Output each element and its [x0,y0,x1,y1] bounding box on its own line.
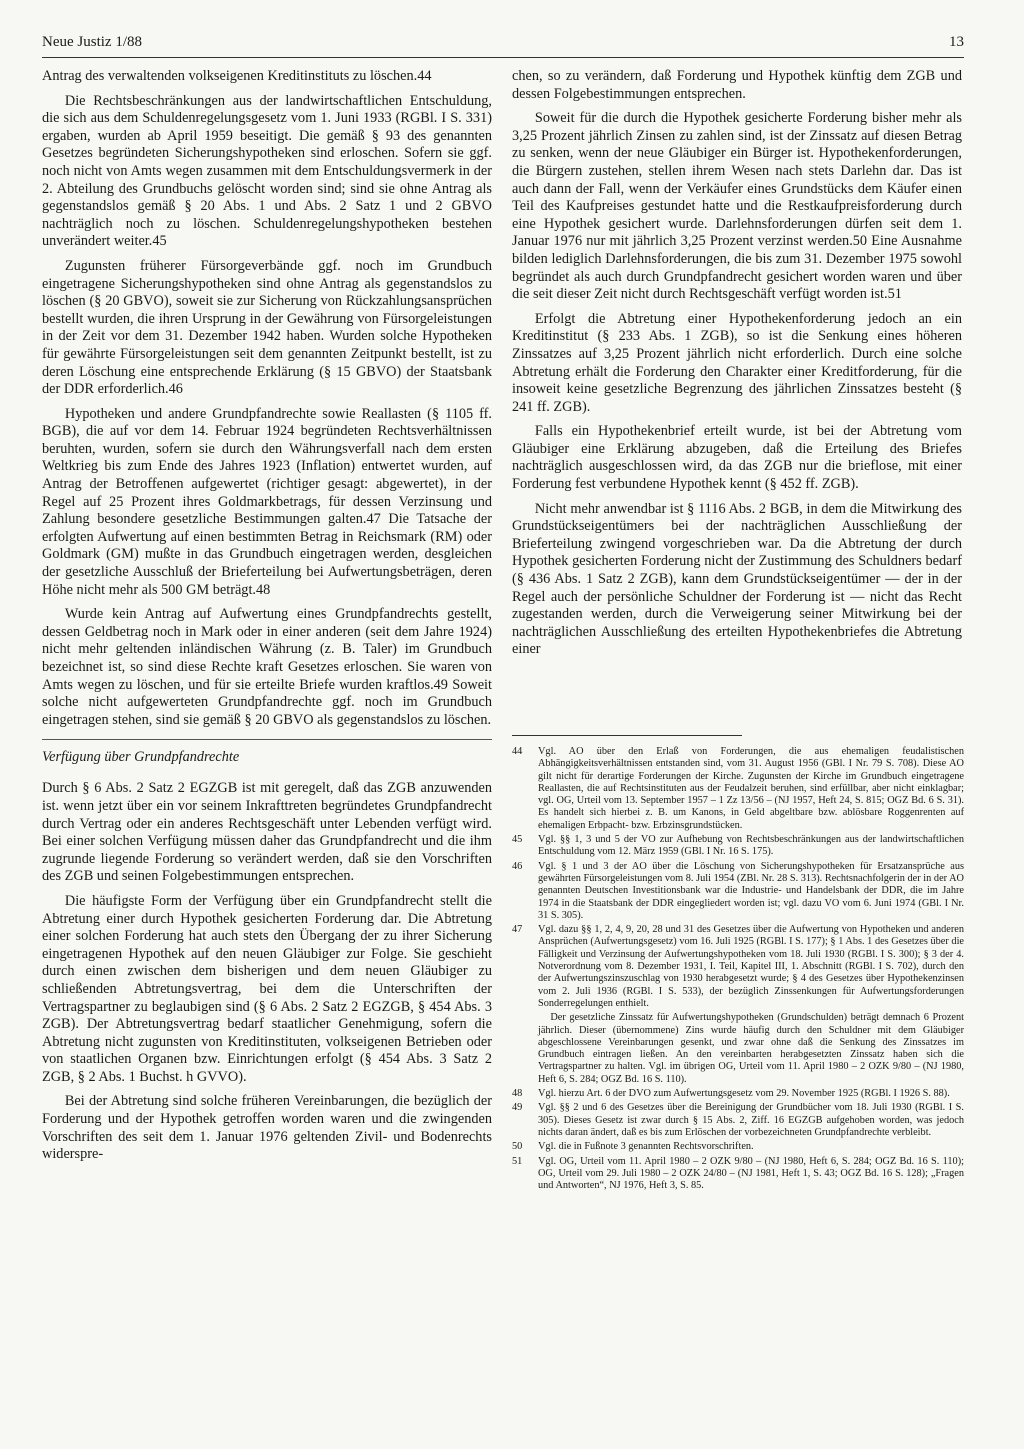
footnote-number: 47 [512,924,523,936]
footnote-number: 51 [512,1155,523,1167]
journal-title: Neue Justiz 1/88 [42,34,142,50]
paragraph: Soweit für die durch die Hypothek gesicherte Forderung bisher mehr als 3,25 Prozent jährlich Zinsen zu zahlen sind, ist der Zinssatz auf diesen Betrag zu senken, wenn der neue Gläubiger ein Bürger ist. Hypothekenforderungen, die Bürgern zustehen, stellen ihrem Wesen nach stets Darlehn dar. Das ist auch dann der Fall, wenn der Verkäufer eines Grundstücks dem Käufer einen Teil des Kaufpreises gestundet hatte und die Restkaufpreisforderung durch eine Hypothek gesichert wurde. Darlehnsforderungen dürfen seit dem 1. Januar 1976 nur mit jährlich 3,25 Prozent verzinst werden.50 Eine Ausnahme bilden lediglich Darlehnsforderungen, die bis zum 31. Dezember 1975 sowohl begründet als auch durch Grundpfandrecht gesichert worden waren und über die seit dieser Zeit nicht durch Rechtsgeschäft verfügt worden ist.51 [512,110,962,303]
page-number: 13 [949,34,964,50]
paragraph: Wurde kein Antrag auf Aufwertung eines Grundpfandrechts gestellt, dessen Geldbetrag noch in Mark oder in einer anderen (seit dem Jahre 1924) nicht mehr geltenden inländischen Währung (z. B. Taler) im Grundbuch bezeichnet ist, so sind diese Rechte kraft Gesetzes erloschen. Sie waren von Amts wegen zu löschen, und für sie erteilte Briefe wurden kraftlos.49 Soweit solche nicht aufgewerteten Grundpfandrechte ggf. noch im Grundbuch eingetragen stehen, sind sie gemäß § 20 GBVO als gegenstandslos zu löschen. [42,606,492,728]
footnote-text: Vgl. AO über den Erlaß von Forderungen, die aus ehemaligen feudalistischen Abhängigkeitsverhältnissen entstanden sind, vom 31. August 1956 (GBl. I Nr. 79 S. 708). Diese AO gilt nicht für derartige Forderungen der Kirche. Zugunsten der Kirche im Grundbuch eingetragene Reallasten, die auf Rechtsinstituten aus der Feudalzeit beruhen, sind erfüllbar, aber nicht einklagbar; vgl. OG, Urteil vom 13. September 1957 – 1 Zz 13/56 – (NJ 1957, Heft 24, S. 815; OGZ Bd. 6 S. 31). Es handelt sich hierbei z. B. um Kanons, in Geld abgeltbare bzw. ablösbare Roggenrenten auf ehemaligen Erbpacht- bzw. Erbzinsgrundstücken. [538,746,964,831]
page-header [42,34,964,56]
footnote-text: Vgl. die in Fußnote 3 genannten Rechtsvorschriften. [538,1141,754,1153]
footnotes [512,746,964,1194]
footnote-text: Vgl. §§ 1, 3 und 5 der VO zur Aufhebung von Rechtsbeschränkungen aus der landwirtschaftlichen Entschuldung vom 12. März 1959 (GBl. I Nr. 16 S. 175). [538,834,964,858]
paragraph: Zugunsten früherer Fürsorgeverbände ggf. noch im Grundbuch eingetragene Sicherungshypotheken sind ohne Antrag als gegenstandslos zu löschen (§ 20 GBVO), soweit sie zur Sicherung von Rückzahlungsansprüchen bestellt wurden, die ihren Ursprung in der Gewährung von Fürsorgeleistungen in der Zeit vor dem 31. Dezember 1942 haben. Wurden solche Hypotheken für gewährte Fürsorgeleistungen seit dem genannten Zeitpunkt bestellt, ist zu deren Löschung eine entsprechende Erklärung (§ 15 GBVO) der Staatsbank der DDR erforderlich.46 [42,257,492,398]
right-column [512,68,962,666]
footnote-text: Vgl. dazu §§ 1, 2, 4, 9, 20, 28 und 31 des Gesetzes über die Aufwertung von Hypotheken und anderen Ansprüchen (Aufwertungsgesetz) vom 16. Juli 1925 (RGBl. I S. 177); § 1 Abs. 1 des Gesetzes über die Fälligkeit und Verzinsung der Aufwertungshypotheken vom 18. Juli 1930 (RGBl. I S. 300); § 3 der 4. Notverordnung vom 8. Dezember 1931, I. Teil, Kapitel III, 1. Abschnitt (RGBl. I S. 702), durch den der Aufwertungszinszuschlag von 1930 herabgesetzt wurde; § 4 des Gesetzes über Hypothekenzinsen vom 2. Juli 1936 (RGBl. I S. 533), der bezüglich Zinssenkungen für Aufwertungsforderungen Sonderregelungen enthielt. [538,924,964,1009]
left-column [42,68,492,1171]
header-rule [42,57,964,58]
paragraph: Die häufigste Form der Verfügung über ein Grundpfandrecht stellt die Abtretung einer durch Hypothek gesicherten Forderung dar. Die Abtretung einer solchen Forderung hat auch stets den Übergang der zu ihrer Sicherung eingetragenen Hypothek auf den neuen Gläubiger zur Folge. Sie geschieht durch einen zwischen dem bisherigen und dem neuen Gläubiger zu schließenden Abtretungsvertrag, bei dem die Unterschriften der Vertragspartner zu beglaubigen sind (§ 6 Abs. 2 Satz 2 EGZGB, § 454 Abs. 3 ZGB). Der Abtretungsvertrag bedarf staatlicher Genehmigung, sofern die Abtretung nicht zugunsten von Kreditinstituten, volkseigenen Betrieben oder von staatlichen Organen bzw. Einrichtungen erfolgt (§ 454 Abs. 3 Satz 2 ZGB, § 2 Abs. 1 Buchst. h GVVO). [42,892,492,1085]
footnote-number: 46 [512,860,523,872]
footnote-text: Vgl. §§ 2 und 6 des Gesetzes über die Bereinigung der Grundbücher vom 18. Juli 1930 (RGBl. I S. 305). Dieses Gesetz ist zwar durch § 15 Abs. 2, Ziff. 16 EGZGB aufgehoben worden, was jedoch nichts daran ändert, daß es bis zum Erlöschen der vorbezeichneten Grundpfandrechte verbleibt. [538,1102,964,1138]
paragraph: chen, so zu verändern, daß Forderung und Hypothek künftig dem ZGB und dessen Folgebestimmungen entsprechen. [512,68,962,102]
footnote [512,1156,964,1193]
footnote [512,1102,964,1139]
paragraph: Die Rechtsbeschränkungen aus der landwirtschaftlichen Entschuldung, die sich aus dem Schuldenregelungsgesetz vom 1. Juni 1933 (RGBl. I S. 331) ergaben, wurden ab April 1959 beseitigt. Die gemäß § 93 des genannten Gesetzes begründeten Sicherungshypotheken sind erloschen. Sofern sie ggf. noch nicht von Amts wegen zusammen mit dem Entschuldungsvermerk in der 2. Abteilung des Grundbuchs gelöscht worden sind; sind sie ohne Antrag als gegenstandslos gemäß § 20 Abs. 1 und Abs. 2 Satz 1 und 2 GBVO nachträglich noch zu löschen. Schuldenregelungshypotheken bestehen unverändert weiter.45 [42,92,492,250]
paragraph: Durch § 6 Abs. 2 Satz 2 EGZGB ist mit geregelt, daß das ZGB anzuwenden ist. wenn jetzt über ein vor seinem Inkrafttreten begründetes Grundpfandrecht durch Vertrag oder ein anderes Rechtsgeschäft unter Lebenden verfügt wird. Bei einer solchen Verfügung müssen daher das Grundpfandrecht und die ihm zugrunde liegende Forderung so verändert werden, daß sie den Vorschriften des ZGB und seinen Folgebestimmungen entsprechen. [42,780,492,885]
footnote [512,746,964,832]
paragraph: Nicht mehr anwendbar ist § 1116 Abs. 2 BGB, in dem die Mitwirkung des Grundstückseigentümers bei der nachträglichen Ausschließung der Brieferteilung zwingend vorgeschrieben war. Da die Abtretung der durch Hypothek gesicherten Forderung nicht der Zustimmung des Schuldners bedarf (§ 436 Abs. 1 Satz 2 ZGB), kann dem Grundstückseigentümer — der in der Regel auch der persönliche Schuldner der Forderung ist — nicht das Recht zugestanden werden, durch die Verweigerung seiner Mitwirkung bei der nachträglichen Ausschließung des erteilten Hypothekenbriefes die Abtretung einer [512,500,962,658]
paragraph: Erfolgt die Abtretung einer Hypothekenforderung jedoch an ein Kreditinstitut (§ 233 Abs. 1 ZGB), so ist die Senkung eines höheren Zinssatzes auf 3,25 Prozent jährlich nicht erforderlich. Durch eine solche Abtretung erhält die Forderung den Charakter einer Kreditforderung, für die insoweit keine gesetzliche Begrenzung des jährlichen Zinssatzes besteht (§ 241 ff. ZGB). [512,310,962,415]
paragraph: Antrag des verwaltenden volkseigenen Kreditinstituts zu löschen.44 [42,68,432,84]
footnote-number: 50 [512,1141,523,1153]
footnote-continuation: Der gesetzliche Zinssatz für Aufwertungshypotheken (Grundschulden) beträgt demnach 6 Prozent jährlich. Dieser (übernommene) Zins wurde häufig durch den Schuldner mit dem Gläubiger abgeschlossene Vereinbarungen gesenkt, und zwar ohne daß die Senkung des Zinssatzes im Grundbuch eintragen ließen. An den vereinbarten herabgesetzten Zinssatz haben sich die Vertragspartner zu halten. Vgl. im übrigen OG, Urteil vom 11. April 1980 – 2 OZK 9/80 – (NJ 1980, Heft 6, S. 284; OGZ Bd. 16 S. 110). [538,1012,964,1085]
paragraph: Falls ein Hypothekenbrief erteilt wurde, ist bei der Abtretung vom Gläubiger eine Erklärung abzugeben, daß die Erteilung des Briefes nachträglich ausgeschlossen wird, da das ZGB nur die brieflose, mit einer Forderung fest verbundene Hypothek kennt (§ 452 ff. ZGB). [512,423,962,493]
paragraph: Hypotheken und andere Grundpfandrechte sowie Reallasten (§ 1105 ff. BGB), die auf vor dem 14. Februar 1924 begründeten Rechtsverhältnissen beruhten, wurden, sofern sie durch den Währungsverfall nach dem ersten Weltkrieg bis zum Ende des Jahres 1923 (Inflation) entwertet wurden, auf Antrag der Betroffenen aufgewertet (richtiger gesagt: abgewertet), in der Regel auf 25 Prozent ihres Goldmarkbetrags, für dessen Verzinsung und Zahlung besondere gesetzliche Bestimmungen galten.47 Die Tatsache der erfolgten Aufwertung auf einen bestimmten Betrag in Reichsmark (RM) oder Goldmark (GM) mußte in das Grundbuch eingetragen werden, desgleichen der gesetzliche Ausschluß der Brieferteilung bei Aufwertungsbeträgen, deren Höhe nicht mehr als 500 GM beträgt.48 [42,405,492,598]
footnote-rule [512,735,742,736]
footnote-number: 49 [512,1102,523,1114]
footnote-number: 48 [512,1088,523,1100]
footnote-number: 44 [512,746,523,757]
footnote-number: 45 [512,834,523,846]
footnote [512,1088,964,1100]
footnote [512,1141,964,1153]
footnote [512,834,964,859]
footnote [512,861,964,922]
footnote-text: Vgl. hierzu Art. 6 der DVO zum Aufwertungsgesetz vom 29. November 1925 (RGBl. I 1926 S. 88). [538,1088,950,1100]
footnote-text: Vgl. OG, Urteil vom 11. April 1980 – 2 OZK 9/80 – (NJ 1980, Heft 6, S. 284; OGZ Bd. 16 S. 110); OG, Urteil vom 29. Juli 1980 – 2 OZK 24/80 – (NJ 1981, Heft 1, S. 43; OGZ Bd. 16 S. 128); „Fragen und Antworten“, NJ 1976, Heft 3, S. 85. [538,1155,964,1192]
section-heading: Verfügung über Grundpfandrechte [42,749,240,766]
section-heading-block [42,739,492,766]
footnote-text: Vgl. § 1 und 3 der AO über die Löschung von Sicherungshypotheken für Ersatzansprüche aus gewährten Fürsorgeleistungen vom 8. Juli 1954 (ZBl. Nr. 28 S. 313). Rechtsnachfolgerin der in der AO genannten Deutschen Investitionsbank war die Industrie- und Handelsbank der DDR, die im Jahre 1974 in die Staatsbank der DDR eingegliedert worden ist; vgl. dazu VO vom 6. Juni 1974 (GBl. I Nr. 31 S. 305). [538,860,964,921]
footnote [512,924,964,1010]
paragraph: Bei der Abtretung sind solche früheren Vereinbarungen, die bezüglich der Forderung und der Hypothek getroffen worden waren und die zwingenden Vorschriften des seit dem 1. Januar 1976 geltenden Zivil- und Bodenrechts widerspre- [42,1093,492,1163]
